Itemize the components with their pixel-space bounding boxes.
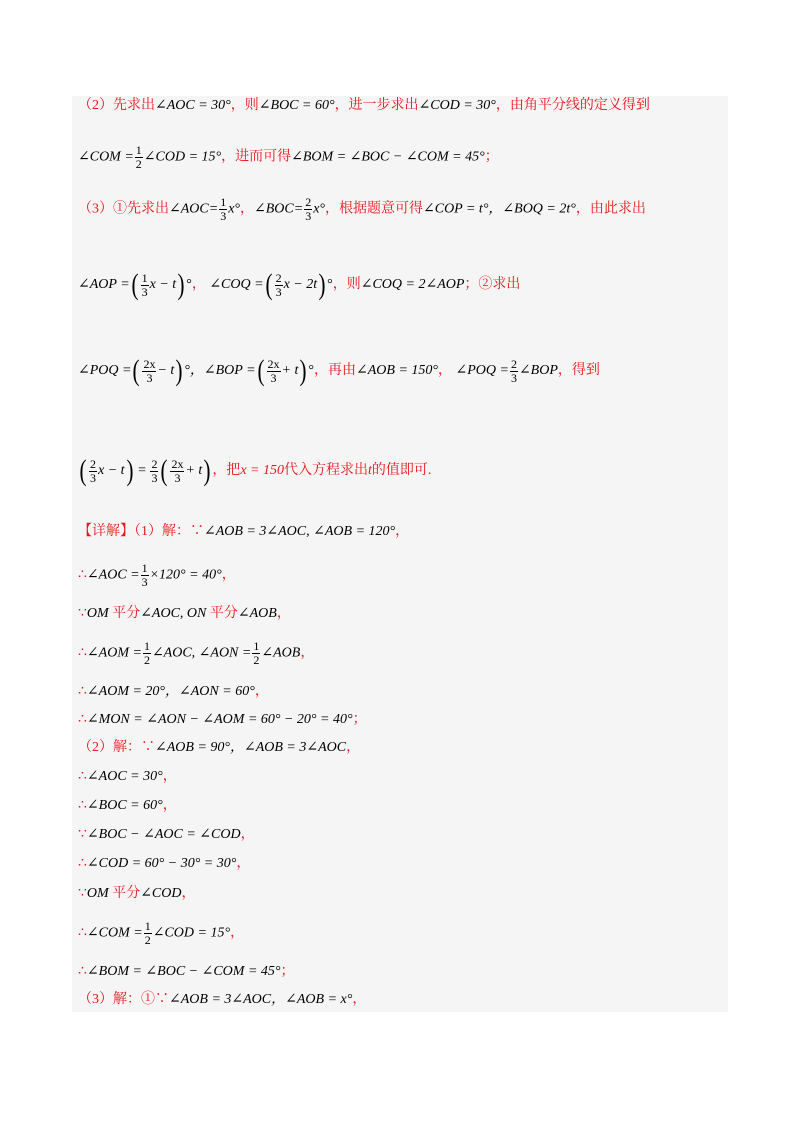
because-symbol: ∵ <box>190 524 204 539</box>
detail-line-6: ∴∠MON = ∠AON − ∠AOM = 60° − 20° = 40°； <box>78 712 367 727</box>
fraction: $\frac{2x}{3}$ <box>267 356 280 385</box>
detail-line-10: ∵∠BOC − ∠AOC = ∠COD， <box>78 827 255 842</box>
detail-line-8: ∴∠AOC = 30°， <box>78 769 177 784</box>
analysis-part2-line1: （2）先求出∠AOC = 30°，则∠BOC = 60°，进一步求出∠COD = 30°，由角平分线的定义得到 <box>78 98 650 113</box>
detail-line-7: （2）解：∵∠AOB = 90°，∠AOB = 3∠AOC， <box>78 740 361 755</box>
detail-line-11: ∴∠COD = 60° − 30° = 30°， <box>78 856 251 871</box>
fraction: $\frac{1}{2}$ <box>144 919 151 947</box>
therefore-symbol: ∴ <box>78 769 87 784</box>
fraction: $\frac{2x}{3}$ <box>143 356 156 385</box>
detail-line-14: ∴∠BOM = ∠BOC − ∠COM = 45°； <box>78 964 295 979</box>
fraction: $\frac{2}{3}$ <box>305 195 312 223</box>
because-symbol: ∵ <box>78 886 87 901</box>
fraction: $\frac{1}{2}$ <box>135 143 142 171</box>
therefore-symbol: ∴ <box>78 856 87 871</box>
fraction: $\frac{2}{3}$ <box>275 270 282 299</box>
therefore-symbol: ∴ <box>78 567 87 583</box>
fraction: $\frac{1}{3}$ <box>141 270 148 299</box>
detail-line-5: ∴∠AOM = 20°，∠AON = 60°， <box>78 684 269 699</box>
because-symbol: ∵ <box>78 827 87 842</box>
because-symbol: ∵ <box>141 740 155 755</box>
fraction: $\frac{1}{2}$ <box>143 639 150 667</box>
analysis-equation: ( $\frac{2}{3}$ x − t) = $\frac{2}{3}$ ( $\frac{2x}{3}$ + t) ，把x = 150代入方程求出t的值即可. <box>79 454 432 487</box>
fraction: $\frac{1}{2}$ <box>253 639 260 667</box>
detail-line-9: ∴∠BOC = 60°， <box>78 798 177 813</box>
detail-line-2: ∴∠AOC = $\frac{1}{3}$ ×120° = 40°， <box>78 561 236 589</box>
because-symbol: ∵ <box>78 606 87 621</box>
analysis-part3-line3: ∠POQ =( $\frac{2x}{3}$ − t) °，∠BOP =( $\frac{2x}{3}$ + t) °，再由∠AOB = 150°， ∠POQ = $\frac{2}{3}$ ∠BOP，得到 <box>78 354 600 387</box>
detail-line-12: ∵OM 平分∠COD， <box>78 886 196 901</box>
therefore-symbol: ∴ <box>78 798 87 813</box>
detail-line-4: ∴∠AOM = $\frac{1}{2}$ ∠AOC, ∠AON = $\frac{1}{2}$ ∠AOB， <box>78 639 315 667</box>
detail-line-3: ∵OM 平分∠AOC, ON 平分∠AOB， <box>78 606 291 621</box>
fraction: $\frac{2x}{3}$ <box>171 456 184 485</box>
fraction: $\frac{2}{3}$ <box>510 356 517 385</box>
fraction: $\frac{1}{3}$ <box>141 561 148 589</box>
fraction: $\frac{2}{3}$ <box>90 456 96 485</box>
analysis-part3-line1: （3）①先求出∠AOC= $\frac{1}{3}$ x°，∠BOC= $\frac{2}{3}$ x°，根据题意可得∠COP = t°，∠BOQ = 2t°，由此求出 <box>78 195 646 223</box>
therefore-symbol: ∴ <box>78 645 87 661</box>
therefore-symbol: ∴ <box>78 964 87 979</box>
detail-line-1: 【详解】（1）解：∵∠AOB = 3∠AOC, ∠AOB = 120°， <box>78 524 410 539</box>
because-symbol: ∵ <box>155 992 169 1007</box>
therefore-symbol: ∴ <box>78 684 87 699</box>
therefore-symbol: ∴ <box>78 925 87 941</box>
fraction: $\frac{2}{3}$ <box>151 456 158 485</box>
therefore-symbol: ∴ <box>78 712 87 727</box>
analysis-part2-line2: ∠COM = $\frac{1}{2}$ ∠COD = 15°，进而可得∠BOM = ∠BOC − ∠COM = 45°； <box>78 143 499 171</box>
fraction: $\frac{1}{3}$ <box>220 195 227 223</box>
analysis-part3-line2: ∠AOP =( $\frac{1}{3}$ x − t) °， ∠COQ =( $\frac{2}{3}$ x − 2t) °，则∠COQ = 2∠AOP；②求出 <box>78 268 521 301</box>
detail-line-13: ∴∠COM = $\frac{1}{2}$ ∠COD = 15°， <box>78 919 245 947</box>
detail-line-15: （3）解：①∵∠AOB = 3∠AOC，∠AOB = x°， <box>78 992 367 1007</box>
detail-heading: 【详解】 <box>78 524 134 539</box>
content-panel <box>72 96 728 1012</box>
